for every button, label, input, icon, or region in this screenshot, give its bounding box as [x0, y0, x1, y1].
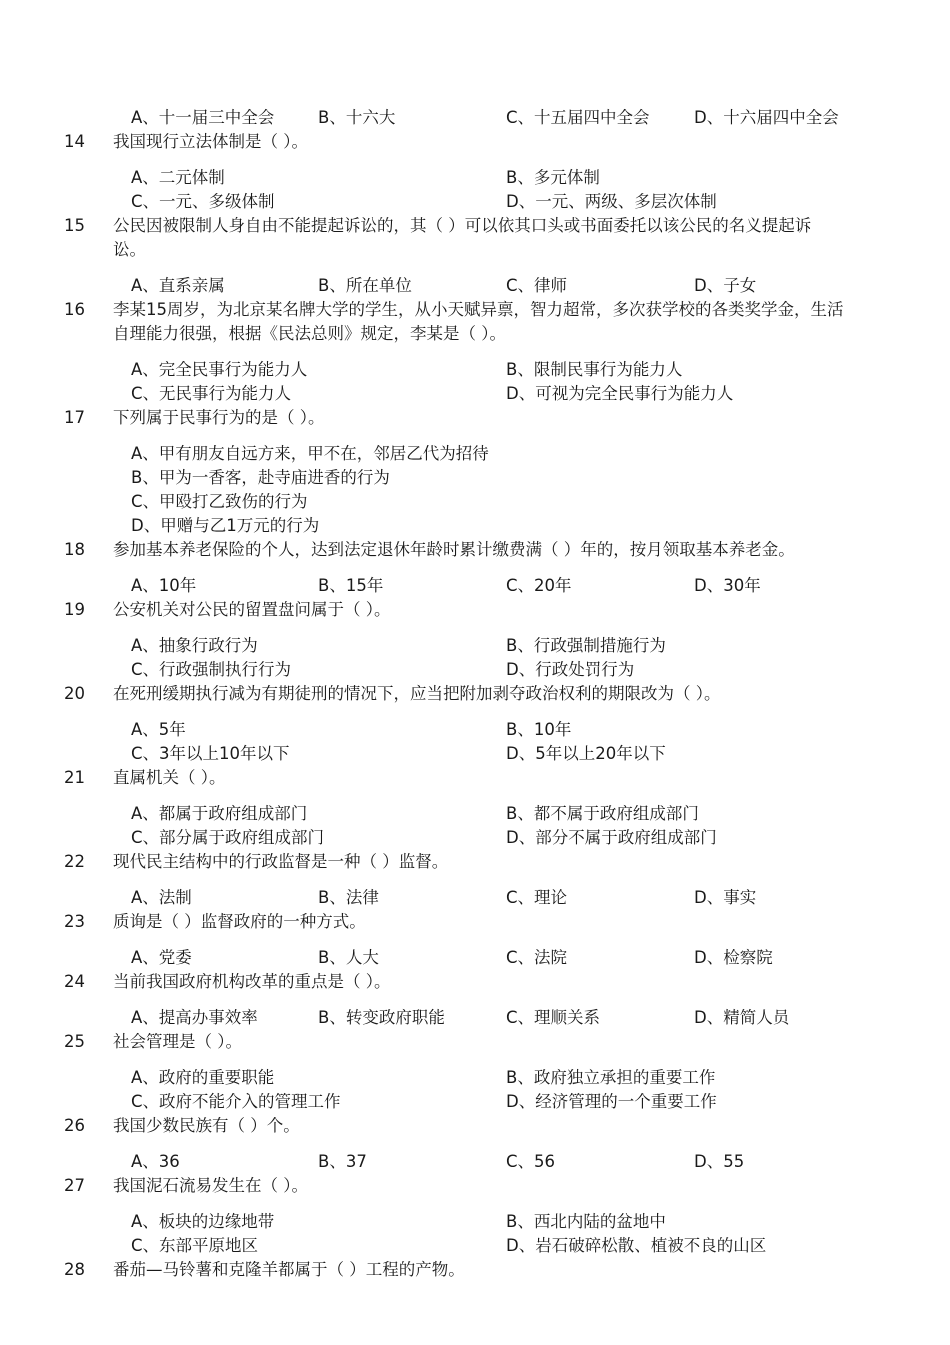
option-22-c: C、理论: [506, 888, 568, 907]
option-15-b: B、所在单位: [318, 276, 412, 295]
option-18-d: D、30年: [694, 576, 761, 595]
option-13-d: D、十六届四中全会: [694, 108, 839, 127]
option-14-b: B、多元体制: [506, 168, 600, 187]
option-24-c: C、理顺关系: [506, 1008, 601, 1027]
question-text-22: 现代民主结构中的行政监督是一种（ ）监督。: [113, 852, 449, 871]
option-18-a: A、10年: [131, 576, 197, 595]
option-20-c: C、3年以上10年以下: [131, 744, 290, 763]
question-number-25: 25: [64, 1032, 85, 1051]
question-number-22: 22: [64, 852, 85, 871]
option-13-b: B、十六大: [318, 108, 396, 127]
option-20-b: B、10年: [506, 720, 572, 739]
question-text-27: 我国泥石流易发生在（ ）。: [113, 1176, 308, 1195]
option-26-d: D、55: [694, 1152, 745, 1171]
question-text-26: 我国少数民族有（ ）个。: [113, 1116, 300, 1135]
question-text-15-line-2: 讼。: [113, 240, 146, 259]
option-17-b: B、甲为一香客，赴寺庙进香的行为: [131, 468, 390, 487]
option-21-c: C、部分属于政府组成部门: [131, 828, 325, 847]
option-21-a: A、都属于政府组成部门: [131, 804, 308, 823]
option-27-b: B、西北内陆的盆地中: [506, 1212, 666, 1231]
option-27-c: C、东部平原地区: [131, 1236, 259, 1255]
option-18-b: B、15年: [318, 576, 384, 595]
question-number-23: 23: [64, 912, 85, 931]
option-19-a: A、抽象行政行为: [131, 636, 258, 655]
option-14-a: A、二元体制: [131, 168, 225, 187]
option-27-a: A、板块的边缘地带: [131, 1212, 275, 1231]
option-16-b: B、限制民事行为能力人: [506, 360, 683, 379]
option-15-c: C、律师: [506, 276, 568, 295]
option-13-c: C、十五届四中全会: [506, 108, 650, 127]
option-16-a: A、完全民事行为能力人: [131, 360, 308, 379]
question-number-16: 16: [64, 300, 85, 319]
question-text-18: 参加基本养老保险的个人，达到法定退休年龄时累计缴费满（ ）年的，按月领取基本养老金。: [113, 540, 795, 559]
option-21-d: D、部分不属于政府组成部门: [506, 828, 717, 847]
option-26-b: B、37: [318, 1152, 367, 1171]
option-14-d: D、一元、两级、多层次体制: [506, 192, 717, 211]
option-26-a: A、36: [131, 1152, 180, 1171]
option-19-b: B、行政强制措施行为: [506, 636, 666, 655]
question-number-26: 26: [64, 1116, 85, 1135]
option-23-a: A、党委: [131, 948, 192, 967]
question-number-27: 27: [64, 1176, 85, 1195]
option-27-d: D、岩石破碎松散、植被不良的山区: [506, 1236, 767, 1255]
question-number-14: 14: [64, 132, 85, 151]
option-13-a: A、十一届三中全会: [131, 108, 275, 127]
question-text-25: 社会管理是（ ）。: [113, 1032, 242, 1051]
option-19-c: C、行政强制执行行为: [131, 660, 292, 679]
option-20-d: D、5年以上20年以下: [506, 744, 666, 763]
question-number-18: 18: [64, 540, 85, 559]
question-text-15-line-1: 公民因被限制人身自由不能提起诉讼的，其（ ）可以依其口头或书面委托以该公民的名义提起诉: [113, 216, 812, 235]
option-25-d: D、经济管理的一个重要工作: [506, 1092, 717, 1111]
question-number-17: 17: [64, 408, 85, 427]
option-23-b: B、人大: [318, 948, 379, 967]
option-20-a: A、5年: [131, 720, 186, 739]
option-17-c: C、甲殴打乙致伤的行为: [131, 492, 308, 511]
option-25-b: B、政府独立承担的重要工作: [506, 1068, 716, 1087]
question-text-16-line-1: 李某15周岁，为北京某名牌大学的学生，从小天赋异禀，智力超常，多次获学校的各类奖学金，生活: [113, 300, 844, 319]
option-24-b: B、转变政府职能: [318, 1008, 445, 1027]
option-25-c: C、政府不能介入的管理工作: [131, 1092, 341, 1111]
question-text-17: 下列属于民事行为的是（ ）。: [113, 408, 325, 427]
option-26-c: C、56: [506, 1152, 556, 1171]
question-text-28: 番茄—马铃薯和克隆羊都属于（ ）工程的产物。: [113, 1260, 465, 1279]
question-number-15: 15: [64, 216, 85, 235]
option-23-d: D、检察院: [694, 948, 773, 967]
option-22-a: A、法制: [131, 888, 192, 907]
option-24-d: D、精简人员: [694, 1008, 790, 1027]
option-22-b: B、法律: [318, 888, 379, 907]
option-15-d: D、子女: [694, 276, 757, 295]
question-text-16-line-2: 自理能力很强，根据《民法总则》规定，李某是（ ）。: [113, 324, 506, 343]
option-19-d: D、行政处罚行为: [506, 660, 635, 679]
option-14-c: C、一元、多级体制: [131, 192, 275, 211]
option-21-b: B、都不属于政府组成部门: [506, 804, 699, 823]
option-15-a: A、直系亲属: [131, 276, 225, 295]
option-24-a: A、提高办事效率: [131, 1008, 258, 1027]
question-number-19: 19: [64, 600, 85, 619]
option-17-a: A、甲有朋友自远方来，甲不在，邻居乙代为招待: [131, 444, 489, 463]
question-number-21: 21: [64, 768, 85, 787]
question-text-24: 当前我国政府机构改革的重点是（ ）。: [113, 972, 391, 991]
question-text-14: 我国现行立法体制是（ ）。: [113, 132, 308, 151]
option-22-d: D、事实: [694, 888, 757, 907]
question-number-20: 20: [64, 684, 85, 703]
option-18-c: C、20年: [506, 576, 572, 595]
question-text-20: 在死刑缓期执行减为有期徒刑的情况下，应当把附加剥夺政治权利的期限改为（ ）。: [113, 684, 721, 703]
question-text-23: 质询是（ ）监督政府的一种方式。: [113, 912, 366, 931]
option-23-c: C、法院: [506, 948, 568, 967]
question-number-28: 28: [64, 1260, 85, 1279]
option-25-a: A、政府的重要职能: [131, 1068, 275, 1087]
question-number-24: 24: [64, 972, 85, 991]
question-text-19: 公安机关对公民的留置盘问属于（ ）。: [113, 600, 391, 619]
question-text-21: 直属机关（ ）。: [113, 768, 226, 787]
option-17-d: D、甲赠与乙1万元的行为: [131, 516, 320, 535]
option-16-c: C、无民事行为能力人: [131, 384, 292, 403]
option-16-d: D、可视为完全民事行为能力人: [506, 384, 734, 403]
